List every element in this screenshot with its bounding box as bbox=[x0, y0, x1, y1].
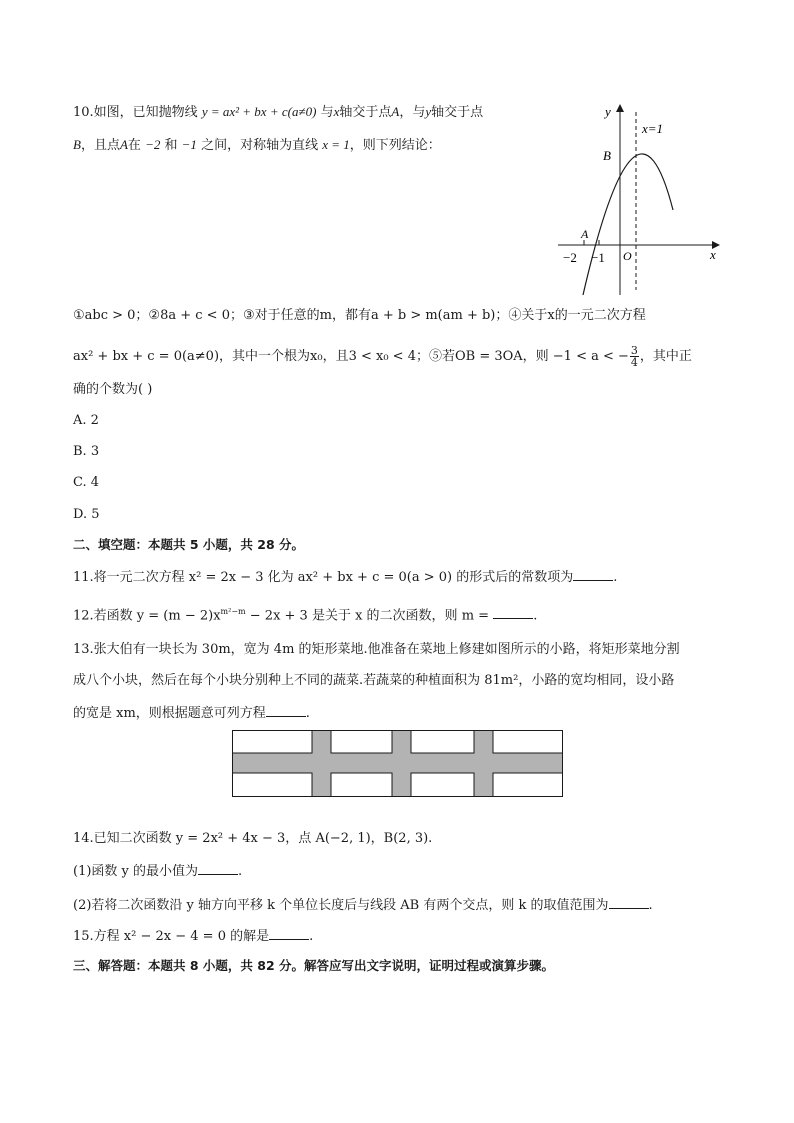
answer-blank bbox=[609, 895, 649, 909]
q15 bbox=[73, 926, 313, 946]
fraction bbox=[630, 345, 639, 368]
q10-text: 轴交于点 bbox=[339, 105, 392, 120]
q14-text: (1)函数 y 的最小值为 bbox=[73, 864, 199, 879]
q14-line-3 bbox=[73, 895, 653, 915]
point-a-label: A bbox=[581, 227, 589, 241]
q12-end: . bbox=[533, 608, 538, 624]
q13-text: 的宽是 xm，则根据题意可列方程 bbox=[73, 706, 266, 721]
q10-text: 在 bbox=[127, 138, 141, 153]
answer-blank bbox=[493, 605, 533, 619]
parabola-graph bbox=[555, 100, 725, 300]
tick-minus-1-label: −1 bbox=[591, 250, 605, 265]
option-a: A. 2 bbox=[73, 413, 99, 428]
q10-text: ，且点 bbox=[80, 138, 120, 153]
q14-text: (2)若将二次函数沿 y 轴方向平移 k 个单位长度后与线段 AB 有两个交点，则 k 的取值范围为 bbox=[73, 898, 609, 913]
q10-text: 之间，对称轴为直线 bbox=[201, 138, 319, 153]
q11 bbox=[73, 567, 617, 587]
y-axis-label: y bbox=[605, 104, 611, 119]
q10-line-1 bbox=[73, 103, 483, 122]
q10-text: ，则下列结论： bbox=[349, 138, 441, 153]
q15-text: 15.方程 x² − 2x − 4 = 0 的解是 bbox=[73, 929, 270, 944]
answer-blank bbox=[573, 567, 613, 581]
section-3-heading: 三、解答题：本题共 8 小题，共 82 分。解答应写出文字说明，证明过程或演算步骤。 bbox=[73, 958, 555, 973]
fraction-denominator: 4 bbox=[630, 356, 638, 369]
q10-text: 10.如图，已知抛物线 bbox=[73, 105, 198, 120]
answer-blank bbox=[266, 703, 306, 717]
fraction-numerator: 3 bbox=[630, 344, 638, 357]
origin-label: O bbox=[623, 249, 632, 263]
q14-end: . bbox=[238, 864, 243, 879]
symmetry-label: x=1 bbox=[642, 121, 664, 136]
option-d: D. 5 bbox=[73, 507, 100, 522]
q14-line-1: 14.已知二次函数 y = 2x² + 4x − 3，点 A(−2, 1)，B(2, 3). bbox=[73, 831, 433, 846]
q12-text: 12.若函数 y = (m − 2)x bbox=[73, 608, 221, 624]
q10-text: 和 bbox=[164, 138, 178, 153]
q10-var: A bbox=[119, 137, 128, 152]
q15-end: . bbox=[309, 929, 314, 944]
answer-blank bbox=[269, 926, 309, 940]
field-diagram bbox=[232, 730, 564, 798]
q10-var: x bbox=[333, 104, 340, 119]
q12-exponent: m²−m bbox=[220, 607, 246, 616]
q10-num: −2 bbox=[145, 137, 161, 152]
q13-line-2: 成八个小块，然后在每个小块分别种上不同的蔬菜.若蔬菜的种植面积为 81m²，小路的宽均相同，设小路 bbox=[73, 673, 675, 688]
q10-text: 轴交于点 bbox=[431, 105, 484, 120]
q10-line-4 bbox=[73, 345, 692, 368]
q13-line-1: 13.张大伯有一块长为 30m，宽为 4m 的矩形菜地.他准备在菜地上修建如图所示的小路，将矩形菜地分割 bbox=[73, 642, 680, 657]
q12 bbox=[73, 603, 537, 625]
parabola-curve bbox=[583, 154, 673, 295]
q10-var: B bbox=[73, 137, 81, 152]
q13-end: . bbox=[305, 706, 310, 721]
q10-var: y bbox=[425, 104, 432, 119]
q10-num: −1 bbox=[181, 137, 197, 152]
tick-minus-2-label: −2 bbox=[563, 250, 577, 265]
q10-line-3: ①abc > 0；②8a + c < 0；③对于任意的m，都有a + b > m(am + b)；④关于x的一元二次方程 bbox=[73, 308, 646, 323]
q14-end: . bbox=[648, 898, 653, 913]
section-2-heading: 二、填空题：本题共 5 小题，共 28 分。 bbox=[73, 537, 305, 552]
q10-line-5: 确的个数为( ) bbox=[73, 382, 153, 397]
q10-var: A bbox=[391, 104, 400, 119]
option-c: C. 4 bbox=[73, 475, 100, 490]
q11-text: 11.将一元二次方程 x² = 2x − 3 化为 ax² + bx + c = 0(a > 0) 的形式后的常数项为 bbox=[73, 570, 574, 585]
point-b-label: B bbox=[603, 148, 611, 163]
q10-text: ax² + bx + c = 0(a≠0)，其中一个根为x₀，且3 < x₀ < 4；⑤若OB = 3OA，则 −1 < a < − bbox=[73, 349, 629, 364]
q13-line-3 bbox=[73, 703, 310, 723]
option-b: B. 3 bbox=[73, 444, 100, 459]
q14-line-2 bbox=[73, 861, 242, 881]
q11-end: . bbox=[613, 570, 618, 585]
q10-text: ，与 bbox=[399, 105, 426, 120]
q10-text: ，其中正 bbox=[639, 349, 692, 364]
q10-line-2 bbox=[73, 136, 441, 155]
x-axis-label: x bbox=[710, 247, 716, 262]
horizontal-path-fill bbox=[233, 754, 562, 773]
q10-text: 与 bbox=[320, 105, 334, 120]
answer-blank bbox=[198, 861, 238, 875]
q12-text: − 2x + 3 是关于 x 的二次函数，则 m = bbox=[245, 608, 494, 624]
q10-parabola-eq: y = ax² + bx + c(a≠0) bbox=[201, 104, 317, 119]
q10-axis-eq: x = 1 bbox=[322, 137, 350, 152]
